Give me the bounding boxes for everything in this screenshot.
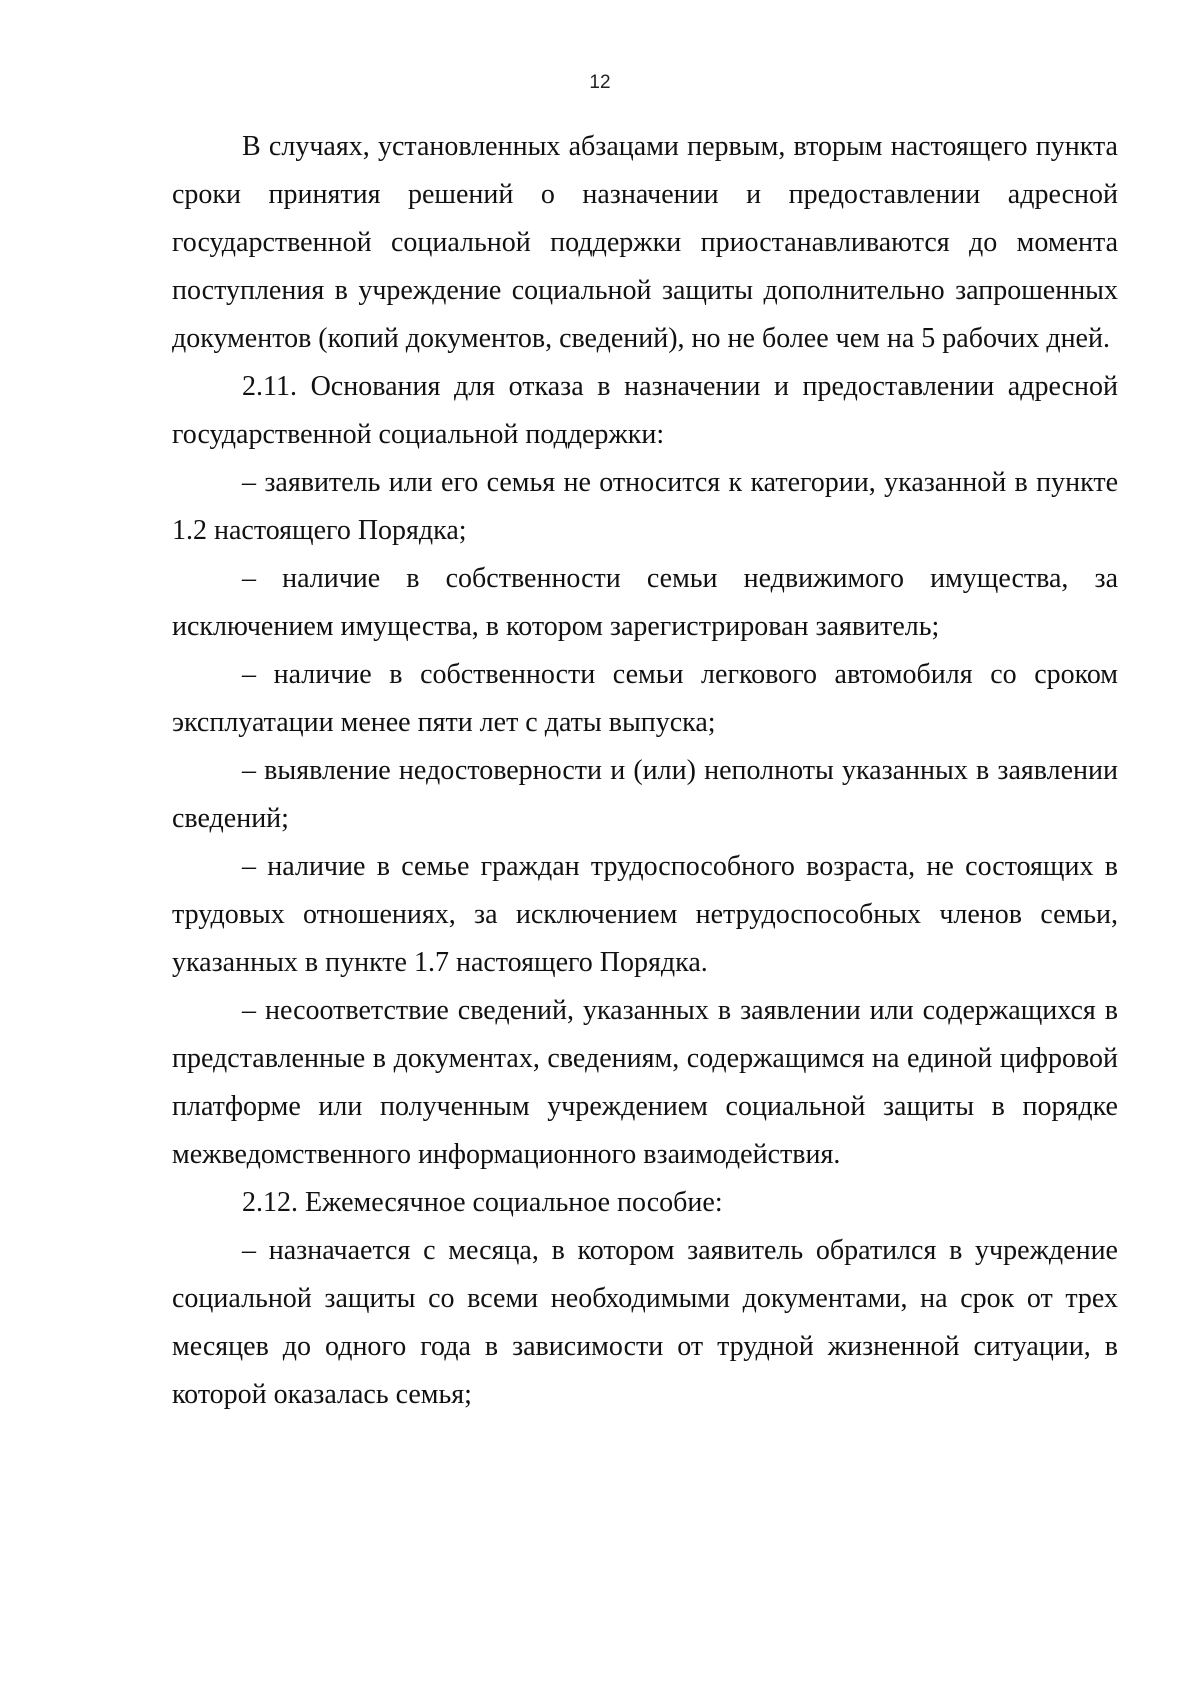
paragraph-section-2-11-heading: 2.11. Основания для отказа в назначении и предоставлении адресной государственной социальной поддержки: xyxy=(172,371,1118,450)
paragraph-refusal-real-estate: – наличие в собственности семьи недвижимого имущества, за исключением имущества, в котором зарегистрирован заявитель; xyxy=(172,563,1118,642)
paragraph-section-2-12-heading: 2.12. Ежемесячное социальное пособие: xyxy=(242,1187,723,1218)
page-number: 12 xyxy=(589,72,611,93)
paragraph-refusal-unemployed: – наличие в семье граждан трудоспособного возраста, не состоящих в трудовых отношениях, за исключением нетрудоспособных членов семьи, указанных в пункте 1.7 настоящего Порядка. xyxy=(172,851,1118,978)
paragraph-refusal-category: – заявитель или его семья не относится к категории, указанной в пункте 1.2 настоящего Порядка; xyxy=(172,467,1118,546)
paragraph-refusal-car: – наличие в собственности семьи легкового автомобиля со сроком эксплуатации менее пяти лет с даты выпуска; xyxy=(172,659,1118,738)
paragraph-suspension-terms: В случаях, установленных абзацами первым, вторым настоящего пункта сроки принятия решений о назначении и предоставлении адресной государственной социальной поддержки приостанавливаются до момента поступления в учреждение социальной защиты дополнительно запрошенных документов (копий документов, сведений), но не более чем на 5 рабочих дней. xyxy=(172,131,1118,354)
paragraph-refusal-inaccuracy: – выявление недостоверности и (или) неполноты указанных в заявлении сведений; xyxy=(172,755,1118,834)
document-body xyxy=(172,123,1118,1419)
paragraph-refusal-mismatch: – несоответствие сведений, указанных в заявлении или содержащихся в представленные в документах, сведениям, содержащимся на единой цифровой платформе или полученным учреждением социальной защиты в порядке межведомственного информационного взаимодействия. xyxy=(172,995,1118,1170)
paragraph-allowance-term: – назначается с месяца, в котором заявитель обратился в учреждение социальной защиты со всеми необходимыми документами, на срок от трех месяцев до одного года в зависимости от трудной жизненной ситуации, в которой оказалась семья; xyxy=(172,1235,1118,1410)
